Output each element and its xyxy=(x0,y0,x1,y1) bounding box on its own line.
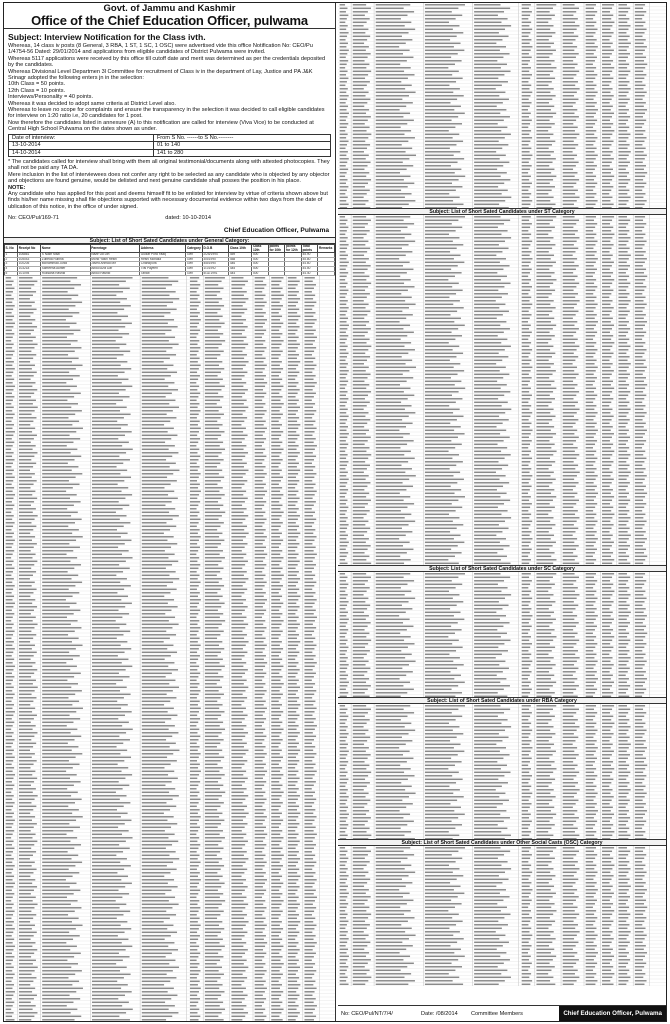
table-cell: 459 xyxy=(229,253,252,258)
table-cell: 4 xyxy=(5,266,18,271)
table-cell: 500 xyxy=(252,257,269,262)
notice-para: Whereas it was decided to adopt same criteria at District Level also. xyxy=(8,100,176,107)
column-header: D.O.B xyxy=(202,244,228,252)
sc-list-title: Subject: List of Short Sated Candidates under SC Category xyxy=(338,565,666,572)
notification-page xyxy=(3,2,667,1022)
table-cell: Chandpora xyxy=(140,262,186,267)
notice-subject: Subject: Interview Notification for the Class ivth. xyxy=(8,32,206,42)
table-cell: 3/5/1990 xyxy=(202,257,228,262)
criteria-item: 10th Class = 50 points. xyxy=(8,81,66,88)
column-header: S. No xyxy=(5,244,18,252)
table-cell: 105043 xyxy=(18,257,41,262)
candidate-rows xyxy=(338,572,666,697)
table-cell: Gen xyxy=(186,266,203,271)
column-header: Parentage xyxy=(90,244,140,252)
notice-para: Mere inclusion in the list of interviewees does not confer any right to be selected as any candidate who is objected by any objector and objections are found genuine, would be delisted and next genuine candidate shall posses the position in his place. xyxy=(8,171,330,185)
notice-para: Whereas 5117 applications were received by this office till cutoff date and merit was determined as per the credentials deposited by the candidates. xyxy=(8,55,326,69)
column-header: points for 12th xyxy=(285,244,302,252)
table-cell: 4/8/1990 xyxy=(202,262,228,267)
table-cell: 2/25/1994 xyxy=(202,253,228,258)
table-cell: 3 xyxy=(5,262,18,267)
general-list-title: Subject: List of Short Sated Candidates under General Category: xyxy=(4,237,335,244)
table-cell: 45.80 xyxy=(301,257,318,262)
table-cell: Zubeda Rubina xyxy=(41,257,91,262)
st-list-title: Subject: List of Short Sated Candidates under ST Category xyxy=(338,208,666,215)
notice-para: Whereas to leave no scope for complaints and ensure the transparency in the selection it was decided to call eligible candidates for interview on 1:20 ratio i.e, 20 candidates for 1 post. xyxy=(8,107,325,120)
table-cell: 44.40 xyxy=(301,271,318,276)
table-cell: 500 xyxy=(252,262,269,267)
column-header: Class 10th xyxy=(229,244,252,252)
candidate-rows xyxy=(4,276,336,1021)
rba-list-title: Subject: List of Short Sated Candidates under RBA Category xyxy=(338,697,666,704)
table-cell: 444 xyxy=(229,271,252,276)
table-cell: 5 xyxy=(5,271,18,276)
table-cell: 103218 xyxy=(18,266,41,271)
note-heading: NOTE: xyxy=(8,184,26,191)
table-cell: 1 xyxy=(5,253,18,258)
table-row xyxy=(5,271,335,276)
column-header: Category xyxy=(186,244,203,252)
table-cell: 101094 xyxy=(18,271,41,276)
table-cell: 458 xyxy=(229,257,252,262)
candidate-rows xyxy=(338,704,666,839)
footer-date: Date: /08/2014 xyxy=(421,1010,458,1017)
table-cell xyxy=(268,271,285,276)
table-cell: 500 xyxy=(252,253,269,258)
notice-body xyxy=(4,29,335,234)
schedule-head-range: From S No. ------to S No.-------- xyxy=(153,134,330,141)
table-cell: 45.90 xyxy=(301,253,318,258)
notice-para: Whereas Divisional Level Departmen 3l Committee for recruitment of Class iv in the department of Lay, Justice and PA J&K Srinagr adopted the following enters jn in the selection: xyxy=(8,68,313,82)
table-cell: Tahab xyxy=(140,271,186,276)
general-list-table xyxy=(4,244,335,276)
table-cell: Gen xyxy=(186,271,203,276)
osc-list-title: Subject: List of Short Sated Candidates under Other Social Casts (OSC) Category xyxy=(338,839,666,846)
table-cell: Abdul Aziz Dar xyxy=(90,266,140,271)
committee-members: Committee Members xyxy=(471,1010,523,1017)
reference-date: dated: 10-10-2014 xyxy=(165,215,211,222)
schedule-head-date: Date of interview: xyxy=(9,134,154,141)
table-header-row xyxy=(5,244,335,252)
table-cell: 44.50 xyxy=(301,266,318,271)
table-cell: Ruksana Rashid xyxy=(41,271,91,276)
footer-reference: No: CEO/Pul/NT/7/4/ xyxy=(341,1010,393,1017)
schedule-range: 141 to 280 xyxy=(153,149,330,156)
table-cell: Gen xyxy=(186,257,203,262)
table-cell: 446 xyxy=(229,262,252,267)
table-cell: Javed Ahmad Mir xyxy=(90,262,140,267)
table-cell: Sameena Akhter xyxy=(41,266,91,271)
table-cell: 1/1/1992 xyxy=(202,266,228,271)
table-cell: Tral Payeen xyxy=(140,266,186,271)
table-cell xyxy=(285,271,302,276)
table-cell: Gen xyxy=(186,262,203,267)
table-cell: 500 xyxy=(252,266,269,271)
notice-para: * The candidates called for interview shall bring with them all original testimonial/documents along with attested photocopies. They shall not be paid any TA DA. xyxy=(8,158,330,172)
table-cell: Gen xyxy=(186,253,203,258)
table-cell: Nazir Ud Din xyxy=(90,253,140,258)
reference-row xyxy=(8,215,331,221)
table-cell: 100205 xyxy=(18,262,41,267)
schedule-date: 13-10-2014 xyxy=(9,142,154,149)
schedule-date: 14-10-2014 xyxy=(9,149,154,156)
table-cell: 5/11/1991 xyxy=(202,271,228,276)
left-column xyxy=(4,3,336,1021)
table-cell: 44.60 xyxy=(301,262,318,267)
table-cell: Reshi Mohalla xyxy=(140,257,186,262)
criteria-item: 12th Class = 10 points. xyxy=(8,87,66,94)
schedule-range: 01 to 140 xyxy=(153,142,330,149)
notice-para: Whereas, 14 class iv posts (8 General, 3 RBA, 1 ST, 1 SC, 1 OSC) were advertised vide this office Notification No: CEO/Pu 1/4754-56 Dated: 29/01/2014 and applications from eligible candidates of District Pulwama were invited. xyxy=(8,43,313,56)
table-cell xyxy=(318,271,335,276)
table-cell: S Nazir Mazi xyxy=(41,253,91,258)
interview-schedule xyxy=(8,134,331,157)
notice-para: Now therefore the candidates listed in annexure (A) to this notification are called for interview (Viva Vice) to be conducted at Central High School Pulwama on the dates shown as under. xyxy=(8,119,314,133)
office-title: Office of the Chief Education Officer, pulwama xyxy=(31,13,308,28)
column-header: Receipt No xyxy=(18,244,41,252)
column-header: points for 10th xyxy=(268,244,285,252)
column-header: Total points xyxy=(301,244,318,252)
table-cell: Abdul Rashid xyxy=(90,271,140,276)
table-cell: 500 xyxy=(252,271,269,276)
candidate-rows xyxy=(338,846,666,986)
column-header: Address xyxy=(140,244,186,252)
note-text: Any candidate who has applied for this post and deems himself fit to be enlisted for interview by virtue of criteria shown above but finds his/her name missing shall file objections supported with necessary documental evidence within two days from the date of ublication of this notice, in the office of under signed. xyxy=(8,190,328,210)
footer-signature: Chief Education Officer, Pulwama xyxy=(559,1006,666,1021)
govt-title: Govt. of Jammu and Kashmir xyxy=(103,3,236,14)
column-header: Name xyxy=(41,244,91,252)
table-cell: Mohd Yasin Reshi xyxy=(90,257,140,262)
table-cell: Mohammad Junid xyxy=(41,262,91,267)
column-header: Remarks xyxy=(318,244,335,252)
table-cell: 445 xyxy=(229,266,252,271)
reference-number: No: CEO/Pul/169-71 xyxy=(8,215,59,222)
footer xyxy=(338,1005,666,1021)
table-cell: Gulzar Pora Yaaq xyxy=(140,253,186,258)
table-cell: 106861 xyxy=(18,253,41,258)
candidate-rows xyxy=(338,3,666,208)
header xyxy=(4,3,335,29)
signature: Chief Education Officer, Pulwama xyxy=(223,226,329,234)
criteria-item: Interviews/Personality = 40 points. xyxy=(8,94,94,101)
candidate-rows xyxy=(338,215,666,565)
column-header: Class 12th xyxy=(252,244,269,252)
right-column xyxy=(338,3,666,1021)
table-cell: 2 xyxy=(5,257,18,262)
